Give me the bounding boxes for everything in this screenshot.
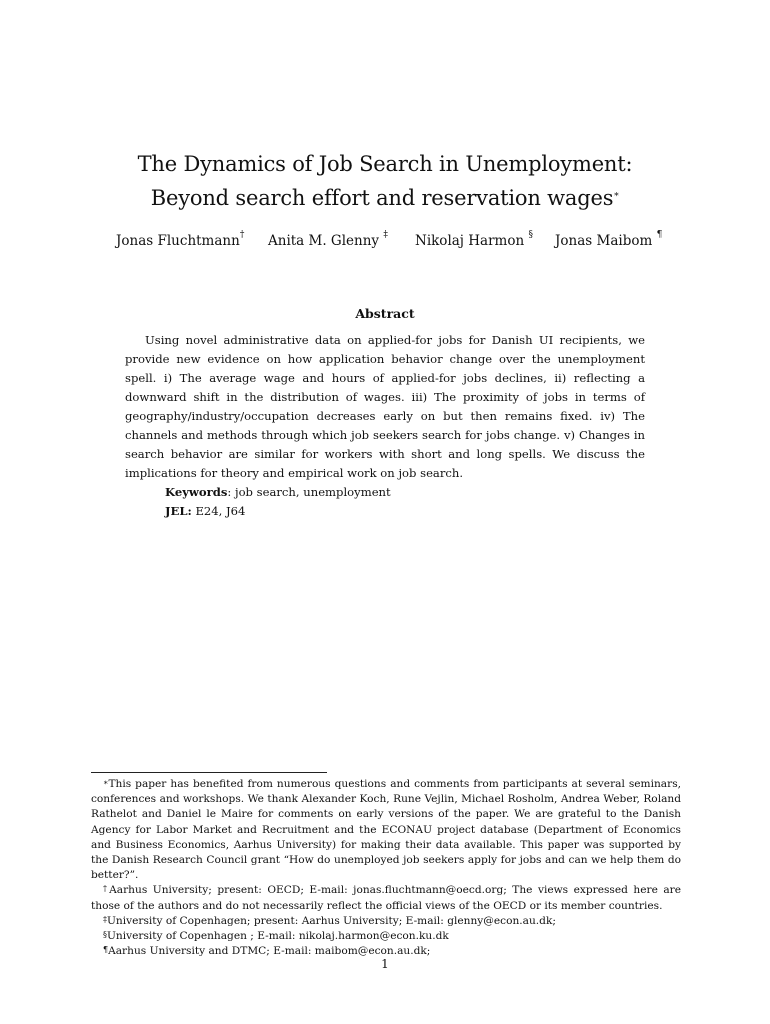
author-1	[116, 230, 245, 249]
page-number: 1	[381, 957, 389, 971]
author-name: Nikolaj Harmon	[415, 233, 525, 249]
abstract-body	[125, 331, 645, 521]
footnote-text: Aarhus University and DTMC; E-mail: maibom@econ.au.dk;	[108, 945, 431, 958]
footnote-author-3	[91, 929, 681, 944]
keywords-line	[125, 483, 645, 502]
paper-title-line-2-text: Beyond search effort and reservation wages	[150, 186, 614, 210]
footnote-text: This paper has benefited from numerous questions and comments from participants at several seminars, conferences and workshops. We thank Alexander Koch, Rune Vejlin, Michael Rosholm, Andrea Weber, Roland Rathelot and Daniel le Maire for comments on early versions of the paper. We are grateful to the Danish Agency for Labor Market and Recruitment and the ECONAU project database (Department of Economics and Business Economics, Aarhus University) for making their data available. This paper was supported by the Danish Research Council grant “How do unemployed job seekers apply for jobs and can we help them do better?”.	[91, 778, 681, 882]
jel-line	[125, 502, 645, 521]
abstract-heading: Abstract	[355, 306, 415, 321]
paper-title-line-2	[0, 186, 770, 210]
keywords-label: Keywords	[165, 485, 228, 499]
author-2	[268, 230, 388, 249]
footnote-author-2	[91, 914, 681, 929]
author-mark: †	[239, 230, 245, 240]
author-name: Jonas Fluchtmann	[116, 233, 240, 249]
footnote-text: University of Copenhagen ; E-mail: nikolaj.harmon@econ.ku.dk	[107, 930, 449, 943]
author-list	[0, 230, 770, 253]
footnotes	[91, 777, 681, 959]
jel-label: JEL:	[165, 504, 192, 518]
footnote-rule	[91, 772, 327, 773]
footnote-mark: ‡	[103, 914, 107, 924]
jel-value: E24, J64	[191, 504, 246, 518]
footnote-mark: †	[103, 884, 110, 894]
author-3	[415, 230, 533, 249]
author-name: Jonas Maibom	[555, 233, 653, 249]
footnote-text: Aarhus University; present: OECD; E-mail: jonas.fluchtmann@oecd.org; The views expressed here are those of the authors and do not necessarily reflect the official views of the OECD or its member countries.	[91, 884, 681, 912]
paper-title-line-1: The Dynamics of Job Search in Unemployment:	[137, 152, 633, 176]
abstract-paragraph: Using novel administrative data on applied-for jobs for Danish UI recipients, we provide new evidence on how application behavior change over the unemployment spell. i) The average wage and hours of applied-for jobs declines, ii) reflecting a downward shift in the distribution of wages. iii) The proximity of jobs in terms of geography/industry/occupation decreases early on but then remains fixed. iv) The channels and methods through which job seekers search for jobs change. v) Changes in search behavior are similar for workers with short and long spells. We discuss the implications for theory and empirical work on job search.	[125, 333, 645, 480]
author-mark: ‡	[383, 230, 388, 240]
author-name: Anita M. Glenny	[268, 233, 380, 249]
footnote-mark: ∗	[103, 778, 109, 787]
footnote-mark: ¶	[103, 945, 109, 955]
author-mark: §	[528, 230, 533, 240]
author-mark: ¶	[656, 230, 663, 240]
keywords-value: : job search, unemployment	[227, 485, 391, 499]
author-4	[555, 230, 663, 249]
footnote-mark: §	[103, 930, 107, 940]
footnote-author-1	[91, 883, 681, 913]
footnote-text: University of Copenhagen; present: Aarhus University; E-mail: glenny@econ.au.dk;	[107, 914, 556, 927]
footnote-acknowledgements	[91, 777, 681, 883]
title-footnote-mark: ∗	[613, 190, 620, 200]
